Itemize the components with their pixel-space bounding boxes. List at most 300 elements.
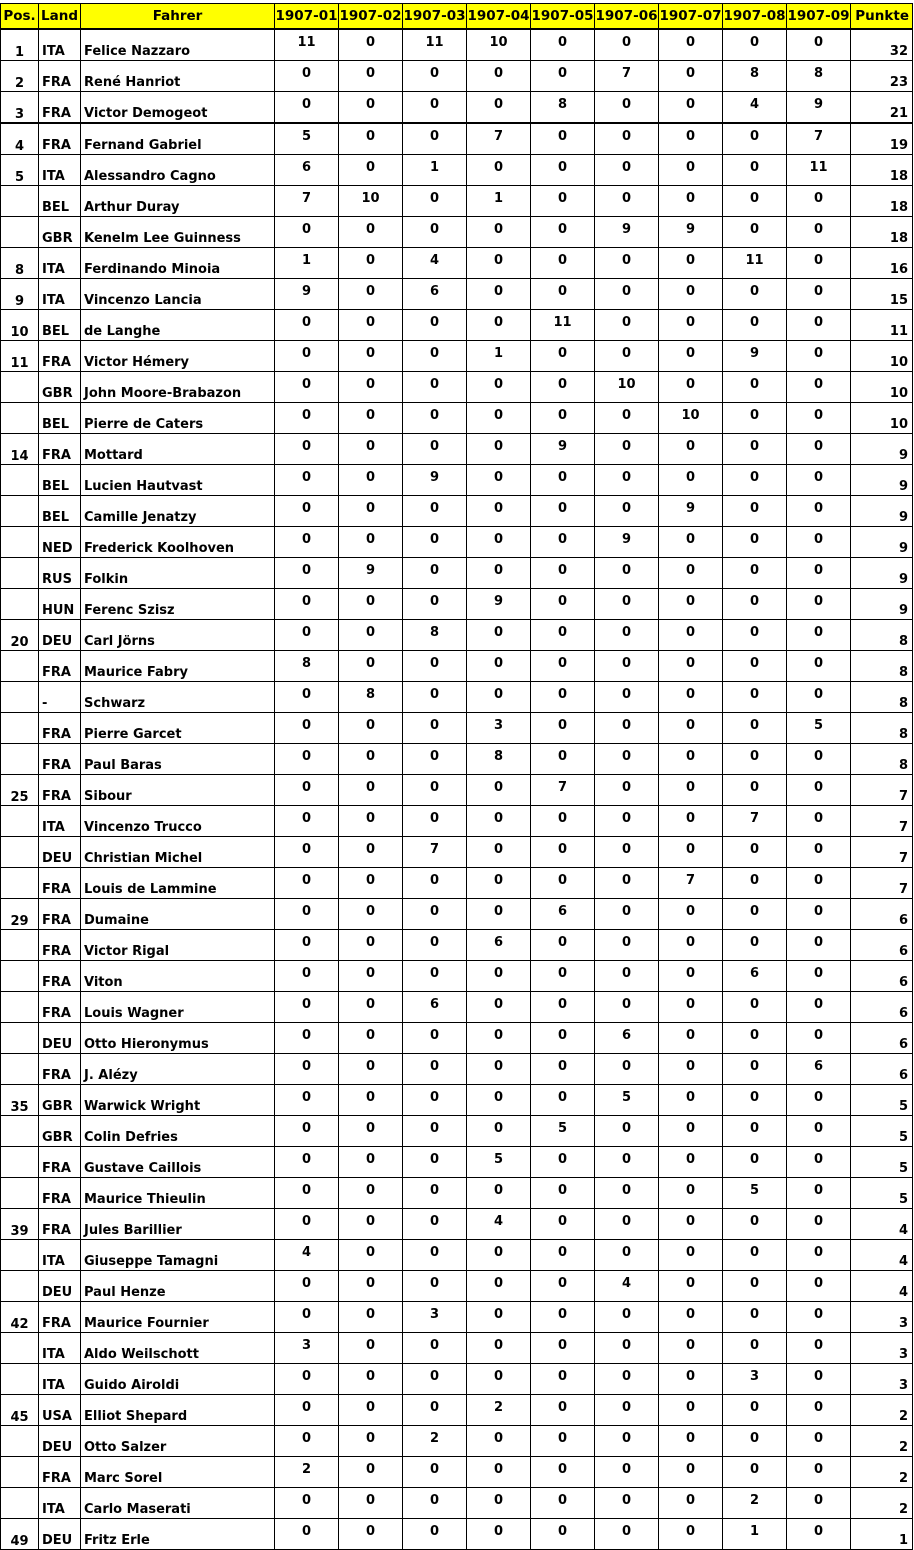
total-points-cell: 2 bbox=[851, 1457, 913, 1488]
position-cell: 20 bbox=[1, 620, 39, 651]
driver-name-cell: Victor Demogeot bbox=[81, 92, 275, 124]
race-2-points-cell: 0 bbox=[339, 837, 403, 868]
race-4-points-cell: 0 bbox=[467, 837, 531, 868]
race-6-points-cell: 0 bbox=[595, 1457, 659, 1488]
race-8-points-cell: 0 bbox=[723, 1457, 787, 1488]
race-2-points-cell: 0 bbox=[339, 1488, 403, 1519]
country-cell: ITA bbox=[39, 155, 81, 186]
race-3-points-cell: 0 bbox=[403, 558, 467, 589]
table-row bbox=[1, 837, 913, 868]
race-5-points-cell: 0 bbox=[531, 496, 595, 527]
race-1-points-cell: 0 bbox=[275, 899, 339, 930]
position-cell bbox=[1, 1333, 39, 1364]
country-cell: BEL bbox=[39, 186, 81, 217]
table-row bbox=[1, 1426, 913, 1457]
table-row bbox=[1, 155, 913, 186]
race-5-points-cell: 0 bbox=[531, 1364, 595, 1395]
race-7-points-cell: 0 bbox=[659, 434, 723, 465]
total-points-cell: 15 bbox=[851, 279, 913, 310]
driver-name-cell: Folkin bbox=[81, 558, 275, 589]
race-9-points-cell: 0 bbox=[787, 1364, 851, 1395]
total-points-cell: 11 bbox=[851, 310, 913, 341]
driver-name-cell: Gustave Caillois bbox=[81, 1147, 275, 1178]
race-6-points-cell: 6 bbox=[595, 1023, 659, 1054]
country-cell: DEU bbox=[39, 1519, 81, 1550]
race-2-points-cell: 0 bbox=[339, 1333, 403, 1364]
driver-name-cell: Felice Nazzaro bbox=[81, 29, 275, 61]
race-6-points-cell: 0 bbox=[595, 155, 659, 186]
race-5-points-cell: 0 bbox=[531, 1209, 595, 1240]
driver-name-cell: Lucien Hautvast bbox=[81, 465, 275, 496]
race-1-points-cell: 0 bbox=[275, 434, 339, 465]
race-4-points-cell: 0 bbox=[467, 155, 531, 186]
total-points-cell: 7 bbox=[851, 806, 913, 837]
race-5-points-cell: 0 bbox=[531, 1302, 595, 1333]
race-9-points-cell: 0 bbox=[787, 434, 851, 465]
race-3-points-cell: 0 bbox=[403, 403, 467, 434]
driver-name-cell: Carlo Maserati bbox=[81, 1488, 275, 1519]
race-6-points-cell: 9 bbox=[595, 527, 659, 558]
race-8-points-cell: 0 bbox=[723, 1395, 787, 1426]
race-8-points-cell: 0 bbox=[723, 1147, 787, 1178]
driver-name-cell: Otto Salzer bbox=[81, 1426, 275, 1457]
race-1-points-cell: 0 bbox=[275, 620, 339, 651]
driver-name-cell: Otto Hieronymus bbox=[81, 1023, 275, 1054]
race-5-points-cell: 0 bbox=[531, 123, 595, 155]
race-6-points-cell: 0 bbox=[595, 1364, 659, 1395]
position-cell bbox=[1, 1488, 39, 1519]
race-5-points-cell: 0 bbox=[531, 1519, 595, 1550]
race-5-points-cell: 11 bbox=[531, 310, 595, 341]
race-1-points-cell: 1 bbox=[275, 248, 339, 279]
race-7-points-cell: 0 bbox=[659, 1023, 723, 1054]
race-9-points-cell: 0 bbox=[787, 930, 851, 961]
total-points-cell: 2 bbox=[851, 1488, 913, 1519]
table-row bbox=[1, 961, 913, 992]
race-3-points-cell: 0 bbox=[403, 775, 467, 806]
position-cell: 39 bbox=[1, 1209, 39, 1240]
race-5-points-cell: 0 bbox=[531, 1147, 595, 1178]
table-row bbox=[1, 92, 913, 124]
race-3-points-cell: 0 bbox=[403, 496, 467, 527]
race-3-points-cell: 3 bbox=[403, 1302, 467, 1333]
race-8-points-cell: 7 bbox=[723, 806, 787, 837]
race-6-points-cell: 0 bbox=[595, 558, 659, 589]
race-3-points-cell: 0 bbox=[403, 1147, 467, 1178]
header-race-8: 1907-08 bbox=[723, 4, 787, 30]
race-7-points-cell: 0 bbox=[659, 29, 723, 61]
position-cell: 25 bbox=[1, 775, 39, 806]
race-3-points-cell: 11 bbox=[403, 29, 467, 61]
position-cell: 42 bbox=[1, 1302, 39, 1333]
position-cell bbox=[1, 186, 39, 217]
table-row bbox=[1, 558, 913, 589]
position-cell: 3 bbox=[1, 92, 39, 124]
country-cell: FRA bbox=[39, 744, 81, 775]
race-9-points-cell: 0 bbox=[787, 589, 851, 620]
race-4-points-cell: 5 bbox=[467, 1147, 531, 1178]
race-4-points-cell: 0 bbox=[467, 248, 531, 279]
table-row bbox=[1, 341, 913, 372]
race-3-points-cell: 0 bbox=[403, 651, 467, 682]
race-4-points-cell: 8 bbox=[467, 744, 531, 775]
race-8-points-cell: 0 bbox=[723, 713, 787, 744]
table-row bbox=[1, 1240, 913, 1271]
race-3-points-cell: 0 bbox=[403, 61, 467, 92]
race-7-points-cell: 0 bbox=[659, 589, 723, 620]
race-3-points-cell: 0 bbox=[403, 1519, 467, 1550]
race-2-points-cell: 0 bbox=[339, 806, 403, 837]
race-2-points-cell: 0 bbox=[339, 434, 403, 465]
race-7-points-cell: 0 bbox=[659, 1302, 723, 1333]
race-4-points-cell: 0 bbox=[467, 992, 531, 1023]
race-2-points-cell: 0 bbox=[339, 930, 403, 961]
race-5-points-cell: 8 bbox=[531, 92, 595, 124]
race-6-points-cell: 0 bbox=[595, 465, 659, 496]
race-5-points-cell: 6 bbox=[531, 899, 595, 930]
race-1-points-cell: 0 bbox=[275, 1302, 339, 1333]
race-9-points-cell: 0 bbox=[787, 248, 851, 279]
country-cell: ITA bbox=[39, 29, 81, 61]
race-5-points-cell: 0 bbox=[531, 1178, 595, 1209]
header-points: Punkte bbox=[851, 4, 913, 30]
country-cell: DEU bbox=[39, 1426, 81, 1457]
total-points-cell: 6 bbox=[851, 1054, 913, 1085]
race-5-points-cell: 0 bbox=[531, 713, 595, 744]
driver-name-cell: Paul Baras bbox=[81, 744, 275, 775]
race-7-points-cell: 0 bbox=[659, 1116, 723, 1147]
race-2-points-cell: 0 bbox=[339, 1054, 403, 1085]
race-2-points-cell: 0 bbox=[339, 1457, 403, 1488]
race-7-points-cell: 0 bbox=[659, 713, 723, 744]
driver-name-cell: Ferenc Szisz bbox=[81, 589, 275, 620]
race-9-points-cell: 0 bbox=[787, 837, 851, 868]
race-4-points-cell: 0 bbox=[467, 682, 531, 713]
total-points-cell: 3 bbox=[851, 1333, 913, 1364]
driver-name-cell: Maurice Thieulin bbox=[81, 1178, 275, 1209]
race-2-points-cell: 0 bbox=[339, 1023, 403, 1054]
driver-name-cell: Aldo Weilschott bbox=[81, 1333, 275, 1364]
country-cell: FRA bbox=[39, 713, 81, 744]
country-cell: FRA bbox=[39, 1178, 81, 1209]
position-cell: 14 bbox=[1, 434, 39, 465]
race-6-points-cell: 0 bbox=[595, 1302, 659, 1333]
race-7-points-cell: 0 bbox=[659, 558, 723, 589]
race-1-points-cell: 0 bbox=[275, 1364, 339, 1395]
race-3-points-cell: 0 bbox=[403, 1271, 467, 1302]
race-2-points-cell: 0 bbox=[339, 248, 403, 279]
race-8-points-cell: 0 bbox=[723, 1209, 787, 1240]
race-4-points-cell: 0 bbox=[467, 558, 531, 589]
table-row bbox=[1, 1271, 913, 1302]
country-cell: BEL bbox=[39, 465, 81, 496]
race-6-points-cell: 0 bbox=[595, 92, 659, 124]
race-5-points-cell: 0 bbox=[531, 682, 595, 713]
race-9-points-cell: 0 bbox=[787, 1085, 851, 1116]
total-points-cell: 23 bbox=[851, 61, 913, 92]
country-cell: FRA bbox=[39, 868, 81, 899]
country-cell: DEU bbox=[39, 1023, 81, 1054]
table-row bbox=[1, 1488, 913, 1519]
country-cell: DEU bbox=[39, 837, 81, 868]
driver-name-cell: Paul Henze bbox=[81, 1271, 275, 1302]
position-cell: 5 bbox=[1, 155, 39, 186]
race-3-points-cell: 2 bbox=[403, 1426, 467, 1457]
race-6-points-cell: 0 bbox=[595, 496, 659, 527]
race-2-points-cell: 0 bbox=[339, 961, 403, 992]
race-1-points-cell: 0 bbox=[275, 1147, 339, 1178]
country-cell: FRA bbox=[39, 1054, 81, 1085]
table-row bbox=[1, 1178, 913, 1209]
table-row bbox=[1, 1085, 913, 1116]
race-1-points-cell: 0 bbox=[275, 1395, 339, 1426]
country-cell: GBR bbox=[39, 217, 81, 248]
race-9-points-cell: 0 bbox=[787, 527, 851, 558]
position-cell bbox=[1, 1426, 39, 1457]
race-4-points-cell: 3 bbox=[467, 713, 531, 744]
race-7-points-cell: 0 bbox=[659, 155, 723, 186]
race-2-points-cell: 0 bbox=[339, 1271, 403, 1302]
race-3-points-cell: 0 bbox=[403, 1395, 467, 1426]
race-4-points-cell: 0 bbox=[467, 1085, 531, 1116]
race-9-points-cell: 0 bbox=[787, 1023, 851, 1054]
race-2-points-cell: 0 bbox=[339, 279, 403, 310]
race-3-points-cell: 0 bbox=[403, 217, 467, 248]
header-race-9: 1907-09 bbox=[787, 4, 851, 30]
race-9-points-cell: 0 bbox=[787, 1395, 851, 1426]
race-8-points-cell: 0 bbox=[723, 527, 787, 558]
country-cell: FRA bbox=[39, 341, 81, 372]
race-9-points-cell: 0 bbox=[787, 1488, 851, 1519]
race-5-points-cell: 0 bbox=[531, 1054, 595, 1085]
race-9-points-cell: 8 bbox=[787, 61, 851, 92]
race-3-points-cell: 0 bbox=[403, 868, 467, 899]
table-row bbox=[1, 899, 913, 930]
race-8-points-cell: 0 bbox=[723, 558, 787, 589]
race-7-points-cell: 0 bbox=[659, 651, 723, 682]
total-points-cell: 3 bbox=[851, 1302, 913, 1333]
position-cell bbox=[1, 465, 39, 496]
race-7-points-cell: 9 bbox=[659, 496, 723, 527]
race-7-points-cell: 0 bbox=[659, 930, 723, 961]
race-6-points-cell: 0 bbox=[595, 620, 659, 651]
race-9-points-cell: 9 bbox=[787, 92, 851, 124]
race-2-points-cell: 0 bbox=[339, 341, 403, 372]
race-7-points-cell: 0 bbox=[659, 123, 723, 155]
race-8-points-cell: 0 bbox=[723, 434, 787, 465]
total-points-cell: 5 bbox=[851, 1178, 913, 1209]
country-cell: GBR bbox=[39, 1085, 81, 1116]
race-5-points-cell: 0 bbox=[531, 61, 595, 92]
race-8-points-cell: 0 bbox=[723, 1116, 787, 1147]
race-1-points-cell: 0 bbox=[275, 92, 339, 124]
race-2-points-cell: 10 bbox=[339, 186, 403, 217]
race-3-points-cell: 0 bbox=[403, 682, 467, 713]
race-9-points-cell: 0 bbox=[787, 1302, 851, 1333]
position-cell bbox=[1, 1457, 39, 1488]
race-2-points-cell: 8 bbox=[339, 682, 403, 713]
race-3-points-cell: 0 bbox=[403, 1085, 467, 1116]
race-6-points-cell: 0 bbox=[595, 651, 659, 682]
race-8-points-cell: 0 bbox=[723, 186, 787, 217]
table-row bbox=[1, 372, 913, 403]
race-9-points-cell: 0 bbox=[787, 310, 851, 341]
country-cell: ITA bbox=[39, 1240, 81, 1271]
race-5-points-cell: 0 bbox=[531, 217, 595, 248]
race-5-points-cell: 5 bbox=[531, 1116, 595, 1147]
race-4-points-cell: 0 bbox=[467, 1488, 531, 1519]
race-7-points-cell: 0 bbox=[659, 837, 723, 868]
table-row bbox=[1, 775, 913, 806]
race-2-points-cell: 0 bbox=[339, 1240, 403, 1271]
race-5-points-cell: 0 bbox=[531, 155, 595, 186]
race-7-points-cell: 0 bbox=[659, 1178, 723, 1209]
race-7-points-cell: 0 bbox=[659, 1240, 723, 1271]
race-7-points-cell: 0 bbox=[659, 775, 723, 806]
position-cell bbox=[1, 527, 39, 558]
table-row bbox=[1, 1209, 913, 1240]
table-row bbox=[1, 1519, 913, 1550]
race-5-points-cell: 7 bbox=[531, 775, 595, 806]
driver-name-cell: Sibour bbox=[81, 775, 275, 806]
position-cell bbox=[1, 682, 39, 713]
position-cell bbox=[1, 496, 39, 527]
driver-name-cell: Warwick Wright bbox=[81, 1085, 275, 1116]
race-9-points-cell: 5 bbox=[787, 713, 851, 744]
race-1-points-cell: 0 bbox=[275, 806, 339, 837]
header-race-5: 1907-05 bbox=[531, 4, 595, 30]
race-4-points-cell: 0 bbox=[467, 496, 531, 527]
race-9-points-cell: 0 bbox=[787, 1271, 851, 1302]
race-3-points-cell: 0 bbox=[403, 527, 467, 558]
country-cell: FRA bbox=[39, 1457, 81, 1488]
position-cell: 8 bbox=[1, 248, 39, 279]
race-2-points-cell: 9 bbox=[339, 558, 403, 589]
race-8-points-cell: 0 bbox=[723, 1085, 787, 1116]
race-9-points-cell: 0 bbox=[787, 1426, 851, 1457]
race-1-points-cell: 0 bbox=[275, 372, 339, 403]
race-2-points-cell: 0 bbox=[339, 403, 403, 434]
race-7-points-cell: 0 bbox=[659, 465, 723, 496]
country-cell: DEU bbox=[39, 620, 81, 651]
race-1-points-cell: 0 bbox=[275, 310, 339, 341]
race-5-points-cell: 0 bbox=[531, 372, 595, 403]
position-cell bbox=[1, 837, 39, 868]
driver-name-cell: Pierre Garcet bbox=[81, 713, 275, 744]
race-9-points-cell: 0 bbox=[787, 744, 851, 775]
race-2-points-cell: 0 bbox=[339, 713, 403, 744]
race-4-points-cell: 0 bbox=[467, 1364, 531, 1395]
race-7-points-cell: 0 bbox=[659, 1085, 723, 1116]
race-1-points-cell: 0 bbox=[275, 1178, 339, 1209]
race-4-points-cell: 0 bbox=[467, 620, 531, 651]
race-2-points-cell: 0 bbox=[339, 1209, 403, 1240]
race-7-points-cell: 10 bbox=[659, 403, 723, 434]
race-4-points-cell: 0 bbox=[467, 961, 531, 992]
race-4-points-cell: 0 bbox=[467, 1333, 531, 1364]
country-cell: USA bbox=[39, 1395, 81, 1426]
race-2-points-cell: 0 bbox=[339, 1116, 403, 1147]
position-cell bbox=[1, 1023, 39, 1054]
race-4-points-cell: 10 bbox=[467, 29, 531, 61]
table-row bbox=[1, 434, 913, 465]
race-1-points-cell: 0 bbox=[275, 1519, 339, 1550]
race-6-points-cell: 10 bbox=[595, 372, 659, 403]
race-9-points-cell: 0 bbox=[787, 1333, 851, 1364]
race-2-points-cell: 0 bbox=[339, 1395, 403, 1426]
position-cell bbox=[1, 558, 39, 589]
race-1-points-cell: 0 bbox=[275, 341, 339, 372]
driver-name-cell: Frederick Koolhoven bbox=[81, 527, 275, 558]
table-row bbox=[1, 1116, 913, 1147]
race-1-points-cell: 0 bbox=[275, 1023, 339, 1054]
table-row bbox=[1, 713, 913, 744]
race-3-points-cell: 0 bbox=[403, 123, 467, 155]
race-4-points-cell: 0 bbox=[467, 310, 531, 341]
country-cell: - bbox=[39, 682, 81, 713]
driver-name-cell: Carl Jörns bbox=[81, 620, 275, 651]
race-1-points-cell: 0 bbox=[275, 961, 339, 992]
race-5-points-cell: 0 bbox=[531, 961, 595, 992]
race-5-points-cell: 0 bbox=[531, 1240, 595, 1271]
driver-name-cell: Elliot Shepard bbox=[81, 1395, 275, 1426]
race-3-points-cell: 0 bbox=[403, 92, 467, 124]
country-cell: BEL bbox=[39, 310, 81, 341]
race-8-points-cell: 0 bbox=[723, 279, 787, 310]
race-5-points-cell: 0 bbox=[531, 403, 595, 434]
race-8-points-cell: 0 bbox=[723, 217, 787, 248]
race-1-points-cell: 0 bbox=[275, 868, 339, 899]
race-4-points-cell: 0 bbox=[467, 1271, 531, 1302]
total-points-cell: 9 bbox=[851, 527, 913, 558]
country-cell: GBR bbox=[39, 1116, 81, 1147]
race-6-points-cell: 0 bbox=[595, 744, 659, 775]
race-1-points-cell: 0 bbox=[275, 1116, 339, 1147]
header-row bbox=[1, 4, 913, 30]
table-row bbox=[1, 61, 913, 92]
total-points-cell: 32 bbox=[851, 29, 913, 61]
table-row bbox=[1, 29, 913, 61]
race-8-points-cell: 4 bbox=[723, 92, 787, 124]
driver-name-cell: Vincenzo Lancia bbox=[81, 279, 275, 310]
race-5-points-cell: 0 bbox=[531, 248, 595, 279]
race-9-points-cell: 0 bbox=[787, 868, 851, 899]
race-3-points-cell: 0 bbox=[403, 1333, 467, 1364]
race-8-points-cell: 0 bbox=[723, 1240, 787, 1271]
race-8-points-cell: 0 bbox=[723, 1302, 787, 1333]
country-cell: FRA bbox=[39, 92, 81, 124]
race-5-points-cell: 0 bbox=[531, 589, 595, 620]
race-4-points-cell: 0 bbox=[467, 1116, 531, 1147]
position-cell: 11 bbox=[1, 341, 39, 372]
total-points-cell: 5 bbox=[851, 1085, 913, 1116]
total-points-cell: 10 bbox=[851, 403, 913, 434]
country-cell: FRA bbox=[39, 1147, 81, 1178]
table-row bbox=[1, 1054, 913, 1085]
race-4-points-cell: 0 bbox=[467, 868, 531, 899]
race-3-points-cell: 7 bbox=[403, 837, 467, 868]
race-6-points-cell: 4 bbox=[595, 1271, 659, 1302]
total-points-cell: 6 bbox=[851, 1023, 913, 1054]
race-9-points-cell: 0 bbox=[787, 775, 851, 806]
race-9-points-cell: 0 bbox=[787, 279, 851, 310]
position-cell bbox=[1, 403, 39, 434]
country-cell: BEL bbox=[39, 496, 81, 527]
position-cell bbox=[1, 868, 39, 899]
total-points-cell: 4 bbox=[851, 1240, 913, 1271]
race-5-points-cell: 0 bbox=[531, 1488, 595, 1519]
race-2-points-cell: 0 bbox=[339, 123, 403, 155]
